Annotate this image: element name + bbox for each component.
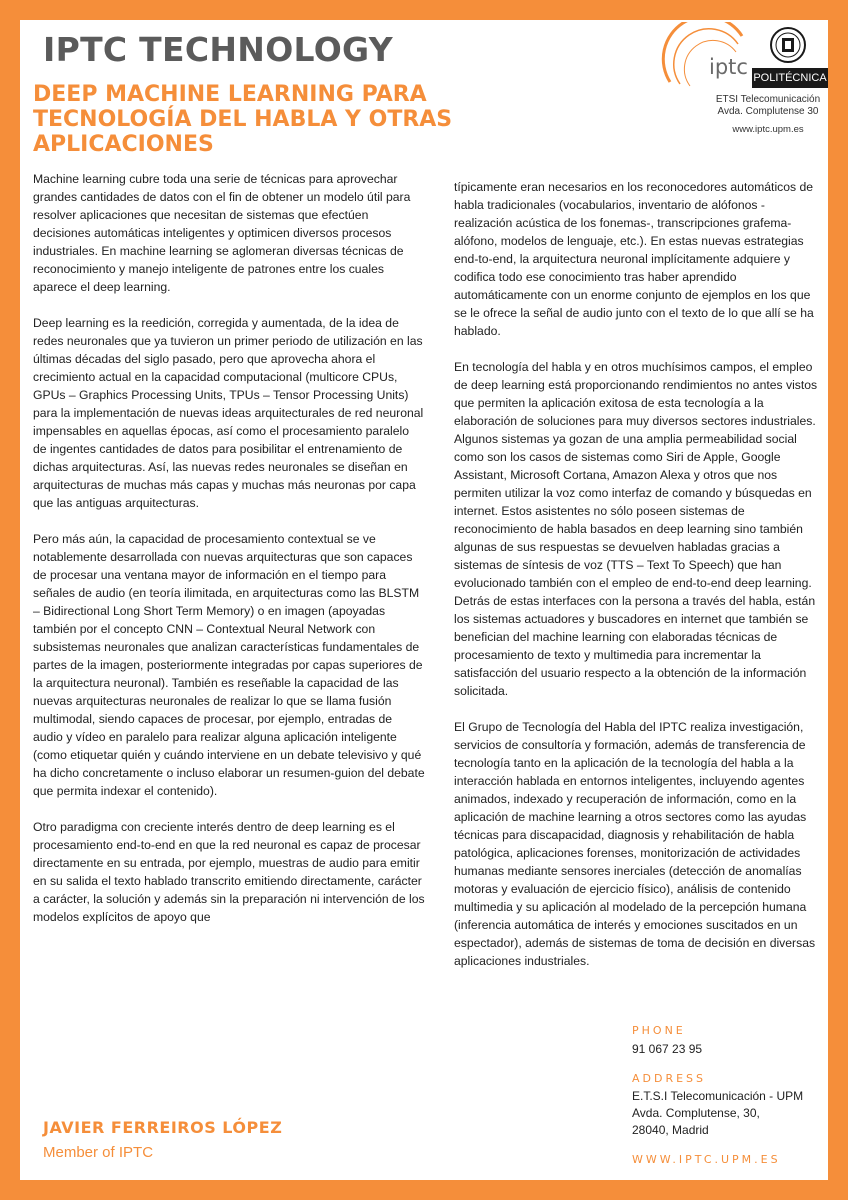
author-name: JAVIER FERREIROS LÓPEZ <box>43 1118 283 1137</box>
address-line2: Avda. Complutense, 30, <box>632 1106 760 1120</box>
logo-area <box>660 20 828 150</box>
paragraph: Deep learning es la reedición, corregida y aumentada, de la idea de redes neuronales que ya tuvieron un primer periodo de utilización en las últimas décadas del siglo pasado, pero que aprovecha ahora el crecimiento actual en la capacidad computacional (multicore CPUs, GPUs – Graphics Processing Units, TPUs – Tensor Processing Units) para la implementación de nuevas ideas arquitecturales de red neuronal impensables en aquellas épocas, así como el procesamiento paralelo de ingentes cantidades de datos para posibilitar el entrenamiento de dichas arquitecturas. Así, las nuevas redes neuronales se diseñan en arquitecturas de muchas más capas y muchas más neuronas por capa que las antiguas arquitecturas. <box>33 316 424 510</box>
article-subtitle: DEEP MACHINE LEARNING PARA TECNOLOGÍA DEL HABLA Y OTRAS APLICACIONES <box>33 82 453 157</box>
address-line1: E.T.S.I Telecomunicación - UPM <box>632 1089 804 1103</box>
paragraph: El Grupo de Tecnología del Habla del IPTC realiza investigación, servicios de consultoría y formación, además de transferencia de tecnología tanto en la aplicación de la tecnología del habla a la interacción hablada en entornos inteligentes, incluyendo agentes animados, indexado y recuperación de información, como en la aplicación de machine learning a otros sectores como las ayudas técnicas para discapacidad, diagnosis y rehabilitación de habla patológica, aplicaciones forenses, monitorización de actividades humanas mediante sensores inerciales (detección de anomalías motoras y evaluación de ejercicio físico), análisis de contenido multimedia y su aplicación al modelado de la percepción humana (inferencia automática de interés y emociones suscitados en un espectador), además de sistemas de toma de decisión en diversas aplicaciones industriales. <box>454 720 816 968</box>
contact-block <box>632 1024 822 1166</box>
paragraph: En tecnología del habla y en otros muchísimos campos, el empleo de deep learning está proporcionando rendimientos no antes vistos que permiten la aplicación exitosa de esta tecnología a la elaboración de soluciones para muy diversos sectores industriales. <box>454 360 818 428</box>
iptc-logo-text: iptc <box>709 55 748 79</box>
address-label: ADDRESS <box>632 1072 707 1085</box>
logo-website: www.iptc.upm.es <box>732 124 804 135</box>
paragraph: Pero más aún, la capacidad de procesamiento contextual se ve notablemente desarrollada con nuevas arquitecturas que son capaces de procesar una ventana mayor de información en el tiempo para señales de audio (en teoría ilimitada, en arquitecturas como las BLSTM – Bidirectional Long Short Term Memory) o en imagen (apoyadas también por el concepto CNN – Contextual Neural Network con subsistemas neuronales que analizan características fundamentales de partes de la imagen, posteriormente integradas por capas superiores de la arquitectura neuronal). También es reseñable la capacidad de las nuevas arquitecturas neuronales de realizar lo que se llama fusión multimodal, siendo capaces de procesar, por ejemplo, entradas de audio y vídeo en paralelo para realizar alguna aplicación inteligente (como etiquetar quién y cuándo interviene en un debate televisivo y qué ha dicho concretamente o incluso elaborar un resumen-guion del debate que permita indexar el contenido). <box>33 532 425 798</box>
paragraph: Otro paradigma con creciente interés dentro de deep learning es el procesamiento end-to-end en que la red neuronal es capaz de procesar directamente en su entrada, por ejemplo, muestras de audio para emitir en su salida el texto hablado transcrito emitiendo directamente, carácter a carácter, la solución y además sin la preparación ni intervención de los modelos explícitos de apoyo que <box>33 820 425 924</box>
upm-seal-icon <box>769 26 807 64</box>
logo-address-line2: Avda. Complutense 30 <box>717 106 819 117</box>
upm-label: POLITÉCNICA <box>752 68 828 88</box>
document-page <box>20 20 828 1180</box>
paragraph: típicamente eran necesarios en los reconocedores automáticos de habla tradicionales (vocabularios, inventario de alófonos -realización acústica de los fonemas-, transcripciones grafema-alófono, modelos de lenguaje, etc.). En estas nuevas estrategias end-to-end, la arquitectura neuronal implícitamente adquiere y codifica todo ese conocimiento tras haber aprendido automáticamente con un enorme conjunto de ejemplos en los que se le ofrece la señal de audio junto con el texto de lo que allí se ha hablado. <box>454 180 814 338</box>
logo-address-line1: ETSI Telecomunicación <box>715 94 821 105</box>
body-column-right <box>454 178 822 988</box>
body-column-left <box>33 170 425 944</box>
address-line3: 28040, Madrid <box>632 1123 709 1137</box>
author-role: Member of IPTC <box>43 1144 154 1161</box>
phone-number: 91 067 23 95 <box>632 1042 703 1056</box>
website-link[interactable]: WWW.IPTC.UPM.ES <box>632 1153 781 1166</box>
paragraph: Machine learning cubre toda una serie de técnicas para aprovechar grandes cantidades de datos con el fin de obtener un modelo útil para resolver aplicaciones que necesitan de sistemas que efectúen decisiones automáticas inteligentes y optimicen diversos procesos industriales. En machine learning se aglomeran diversas técnicas de reconocimiento y manejo inteligente de patrones entre los cuales aparece el deep learning. <box>33 172 411 294</box>
logo-address <box>703 94 833 118</box>
page-title: IPTC TECHNOLOGY <box>43 30 393 69</box>
phone-label: PHONE <box>632 1024 686 1037</box>
paragraph: Algunos sistemas ya gozan de una amplia permeabilidad social como son los casos de sistemas como Siri de Apple, Google Assistant, Microsoft Cortana, Amazon Alexa y otros que nos permiten utilizar la voz como interfaz de comando y búsquedas en internet. Estos asistentes no sólo poseen sistemas de reconocimiento de habla basados en deep learning sino también algunas de sus respuestas se devuelven habladas gracias a sistemas de síntesis de voz (TTS – Text To Speech) que han evolucionado también con el empleo de end-to-end deep learning. Detrás de estas interfaces con la persona a través del habla, están los sistemas actuadores y buscadores en internet que también se benefician del machine learning con elaboradas técnicas de procesamiento de texto y multimedia para incrementar la satisfacción del usuario respecto a la obtención de la información solicitada. <box>454 432 816 698</box>
